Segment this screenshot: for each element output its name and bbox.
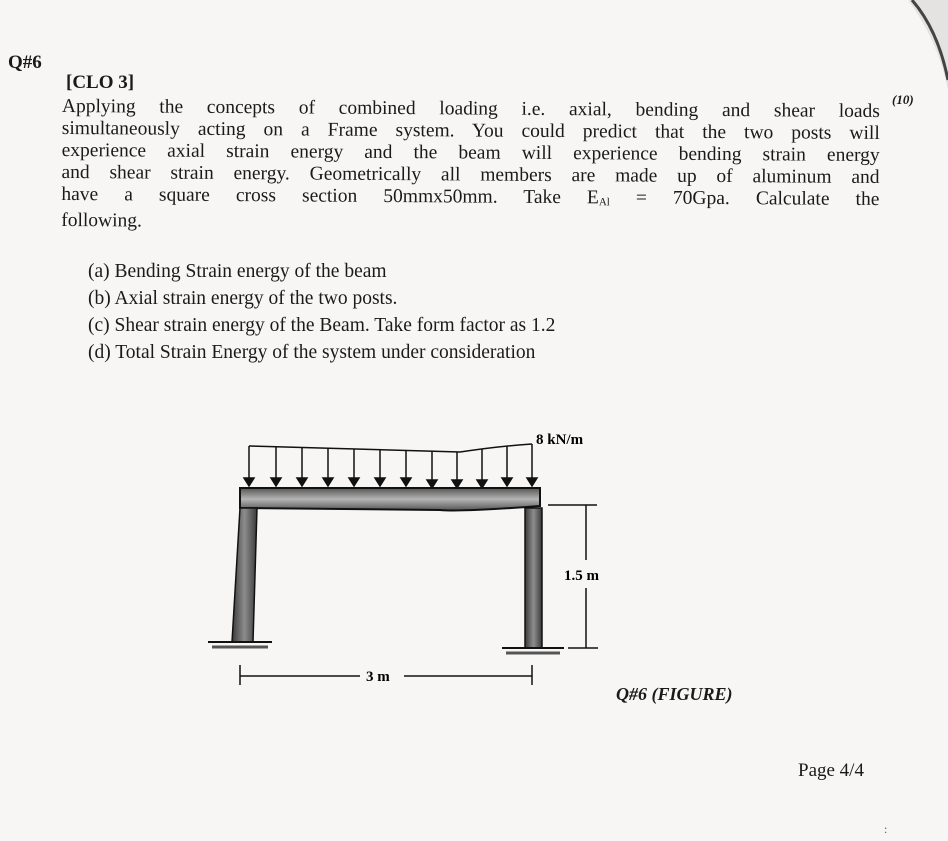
load-label: 8 kN/m	[536, 432, 584, 448]
frame-diagram	[200, 420, 650, 700]
part-a: (a) Bending Strain energy of the beam	[88, 261, 387, 282]
paragraph-line: Applying the concepts of combined loading i.e. axial, bending and shear loads	[61, 96, 880, 122]
page-edge-shadow	[908, 0, 948, 90]
part-d: (d) Total Strain Energy of the system under consideration	[88, 342, 536, 363]
beam	[240, 488, 540, 511]
figure-caption: Q#6 (FIGURE)	[616, 684, 733, 704]
paragraph-line-text: have a square cross section 50mmx50mm. Take E	[61, 183, 599, 209]
marks-label: (10)	[892, 92, 914, 107]
page-number: Page 4/4	[798, 760, 864, 781]
question-number: Q#6	[8, 52, 42, 73]
paragraph-line: following.	[61, 209, 143, 232]
part-c: (c) Shear strain energy of the Beam. Take form factor as 1.2	[88, 315, 556, 336]
left-post	[232, 508, 257, 642]
paragraph-line-modulus	[61, 184, 879, 215]
question-paragraph	[61, 96, 880, 237]
modulus-value: = 70Gpa. Calculate the	[609, 187, 880, 210]
distributed-load-arrows-icon	[244, 444, 537, 488]
span-label: 3 m	[366, 669, 390, 685]
paragraph-line: simultaneously acting on a Frame system. You could predict that the two posts will	[61, 117, 880, 144]
stray-mark: :	[884, 822, 888, 836]
fixed-support-left-icon	[208, 642, 272, 647]
fixed-support-right-icon	[502, 648, 564, 653]
question-parts	[88, 258, 555, 366]
modulus-subscript: Al	[598, 196, 610, 209]
height-label: 1.5 m	[564, 568, 599, 584]
paragraph-line: experience axial strain energy and the beam will experience bending strain energy	[61, 139, 880, 166]
part-b: (b) Axial strain energy of the two posts.	[88, 288, 398, 309]
paragraph-line: and shear strain energy. Geometrically all members are made up of aluminum and	[61, 161, 880, 188]
right-post	[525, 508, 542, 648]
clo-label: [CLO 3]	[66, 72, 135, 93]
